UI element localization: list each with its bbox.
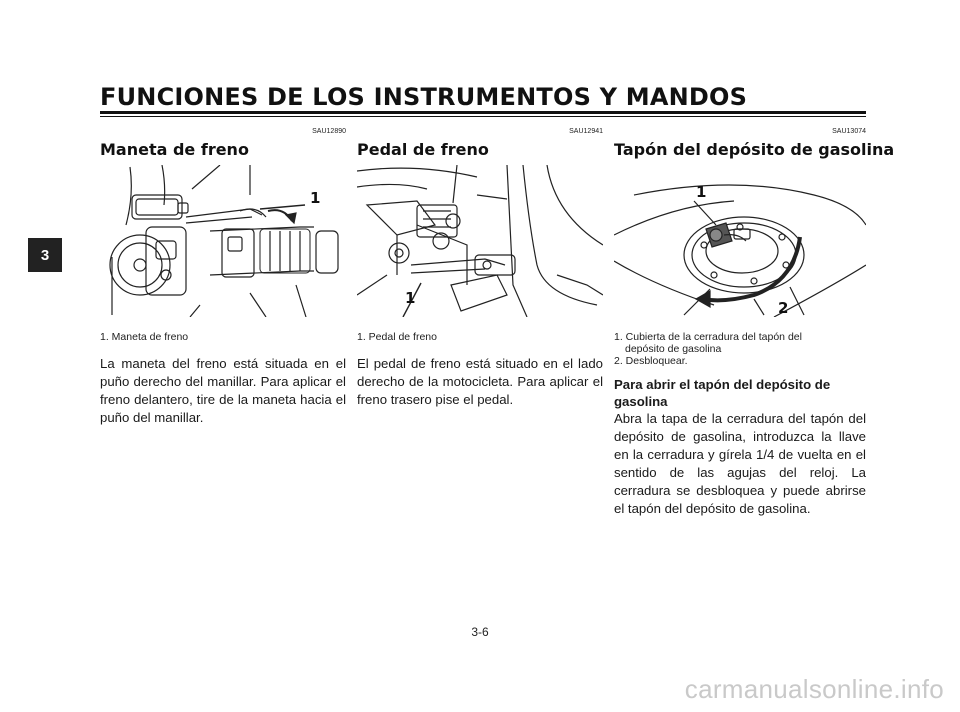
caption-line: 1. Cubierta de la cerradura del tapón del [614, 331, 802, 343]
section-code: SAU12941 [569, 128, 603, 135]
page-number: 3-6 [471, 625, 489, 639]
brake-lever-illustration [100, 165, 346, 317]
callout-1: 1 [405, 289, 416, 307]
section-code: SAU13074 [832, 128, 866, 135]
chapter-title: FUNCIONES DE LOS INSTRUMENTOS Y MANDOS [100, 83, 748, 111]
section-body: Abra la tapa de la cerradura del tapón del depósito de gasolina, introduzca la llave en la cerradura y gírela 1/4 de vuelta en el sentido de las agujas del reloj. La cerradura se desbloquea y puede abrirse el tapón del depósito de gasolina. [614, 411, 866, 516]
callout-1: 1 [696, 183, 707, 201]
section-body: El pedal de freno está situado en el lado derecho de la motocicleta. Para aplicar el freno trasero pise el pedal. [357, 356, 603, 407]
caption-line: 2. Desbloquear. [614, 355, 688, 367]
section-code: SAU12890 [312, 128, 346, 135]
caption-line: depósito de gasolina [625, 343, 722, 355]
section-heading: Tapón del depósito de gasolina [614, 140, 895, 159]
callout-1: 1 [310, 189, 321, 207]
watermark: carmanualsonline.info [684, 674, 944, 704]
fuel-cap-illustration [614, 165, 866, 317]
section-heading: Maneta de freno [100, 140, 249, 159]
section-brake-lever [100, 122, 346, 427]
section-heading: Pedal de freno [357, 140, 489, 159]
figure-caption [614, 331, 866, 367]
brake-pedal-illustration [357, 165, 603, 317]
figure-caption: 1. Pedal de freno [357, 331, 437, 343]
title-rule-thin [100, 116, 866, 117]
title-rule [100, 111, 866, 114]
chapter-tab: 3 [28, 238, 62, 272]
section-body: La maneta del freno está situada en el puño derecho del manillar. Para aplicar el freno delantero, tire de la maneta hacia el puño del manillar. [100, 356, 346, 425]
sub-heading: Para abrir el tapón del depósito de gasolina [614, 377, 831, 409]
section-fuel-cap [614, 122, 895, 518]
callout-2: 2 [778, 299, 789, 317]
figure-caption: 1. Maneta de freno [100, 331, 189, 343]
section-brake-pedal [357, 122, 603, 409]
